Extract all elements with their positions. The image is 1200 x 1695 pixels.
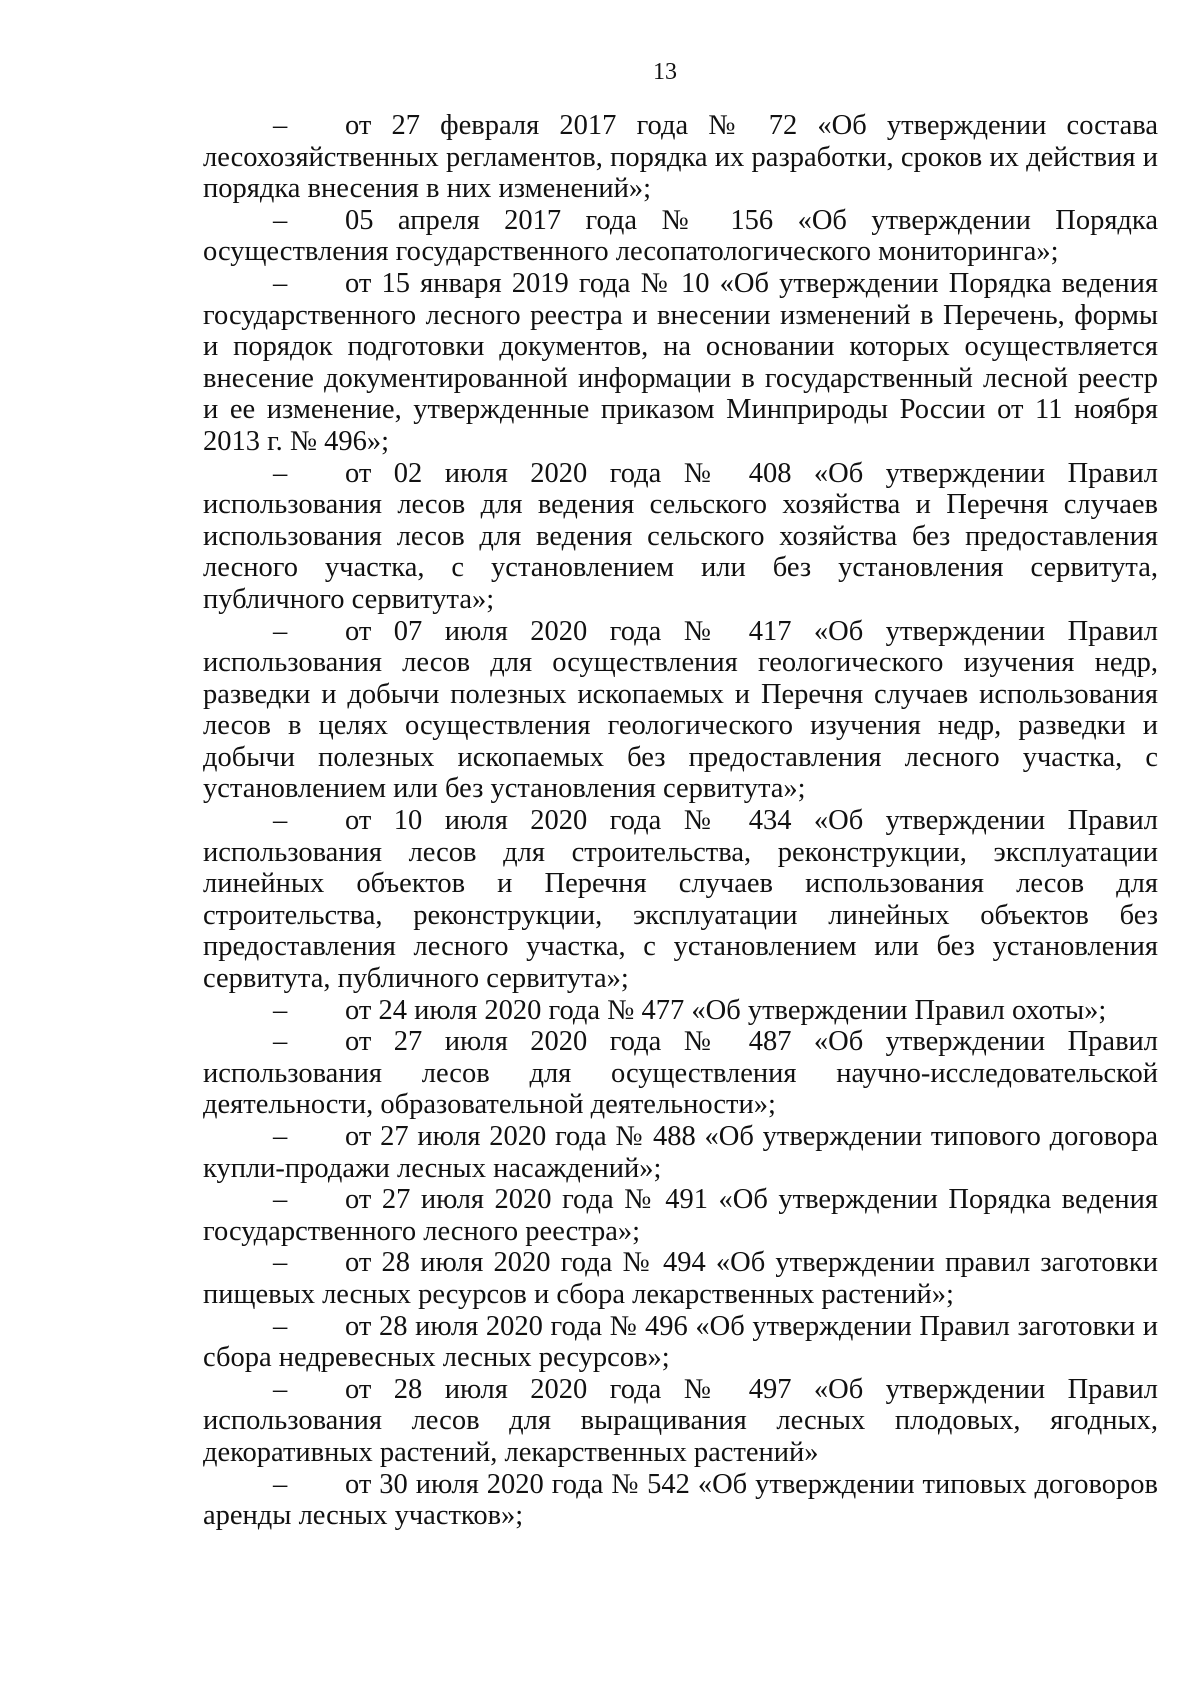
list-item-text: от 10 июля 2020 года № 434 «Об утверждении Правил использования лесов для строительства, реконструкции, эксплуатации линейных объектов и Перечня случаев использования лесов для строительства, реконструкции, эксплуатации линейных объектов без предоставления лесного участка, с установлением или без установления сервитута, публичного сервитута»;	[203, 805, 1158, 995]
list-item-text: от 30 июля 2020 года № 542 «Об утверждении типовых договоров аренды лесных участков»;	[203, 1468, 1158, 1532]
list-item	[203, 205, 1158, 268]
list-marker: –	[273, 1121, 288, 1152]
list-item	[203, 458, 1158, 616]
list-marker: –	[273, 204, 288, 236]
list-item	[203, 995, 1158, 1027]
list-item-text: от 27 июля 2020 года № 488 «Об утверждении типового договора купли-продажи лесных насаждений»;	[203, 1121, 1158, 1184]
regulation-list	[203, 110, 1158, 1532]
list-marker: –	[273, 110, 288, 141]
list-item	[203, 1469, 1158, 1532]
list-marker: –	[273, 1026, 288, 1058]
list-marker: –	[273, 615, 288, 647]
list-item-text: 05 апреля 2017 года № 156 «Об утверждении Порядка осуществления государственного лесопатологического мониторинга»;	[203, 204, 1158, 268]
list-marker: –	[273, 1468, 288, 1500]
list-item-text: от 07 июля 2020 года № 417 «Об утверждении Правил использования лесов для осуществления геологического изучения недр, разведки и добычи полезных ископаемых и Перечня случаев использования лесов в целях осуществления геологического изучения недр, разведки и добычи полезных ископаемых без предоставления лесного участка, с установлением или без установления сервитута»;	[203, 615, 1158, 805]
list-item-text: от 28 июля 2020 года № 497 «Об утверждении Правил использования лесов для выращивания лесных плодовых, ягодных, декоративных растений, лекарственных растений»	[203, 1373, 1158, 1468]
list-item-text: от 27 июля 2020 года № 491 «Об утверждении Порядка ведения государственного лесного реестра»;	[203, 1184, 1158, 1247]
page-number: 13	[653, 59, 677, 85]
list-item	[203, 1247, 1158, 1310]
list-marker: –	[273, 267, 288, 299]
list-item	[203, 268, 1158, 458]
list-item	[203, 616, 1158, 806]
list-item-text: от 02 июля 2020 года № 408 «Об утверждении Правил использования лесов для ведения сельского хозяйства и Перечня случаев использования лесов для ведения сельского хозяйства без предоставления лесного участка, с установлением или без установления сервитута, публичного сервитута»;	[203, 457, 1158, 615]
list-item-text: от 15 января 2019 года № 10 «Об утверждении Порядка ведения государственного лесного реестра и внесении изменений в Перечень, формы и порядок подготовки документов, на основании которых осуществляется внесение документированной информации в государственный лесной реестр и ее изменение, утвержденные приказом Минприроды России от 11 ноября 2013 г. № 496»;	[203, 267, 1158, 457]
list-marker: –	[273, 994, 288, 1026]
list-item-text: от 27 июля 2020 года № 487 «Об утверждении Правил использования лесов для осуществления научно-исследовательской деятельности, образовательной деятельности»;	[203, 1026, 1158, 1121]
list-marker: –	[273, 805, 288, 837]
list-item	[203, 805, 1158, 995]
list-marker: –	[273, 1310, 288, 1342]
list-item	[203, 1121, 1158, 1184]
list-item	[203, 110, 1158, 205]
list-marker: –	[273, 1247, 288, 1279]
list-marker: –	[273, 1373, 288, 1405]
list-item-text: от 24 июля 2020 года № 477 «Об утверждении Правил охоты»;	[345, 994, 1107, 1026]
list-marker: –	[273, 457, 288, 489]
list-item-text: от 28 июля 2020 года № 496 «Об утверждении Правил заготовки и сбора недревесных лесных ресурсов»;	[203, 1310, 1158, 1374]
list-marker: –	[273, 1184, 288, 1216]
list-item-text: от 27 февраля 2017 года № 72 «Об утверждении состава лесохозяйственных регламентов, порядка их разработки, сроков их действия и порядка внесения в них изменений»;	[203, 110, 1158, 205]
list-item	[203, 1026, 1158, 1121]
list-item-text: от 28 июля 2020 года № 494 «Об утверждении правил заготовки пищевых лесных ресурсов и сбора лекарственных растений»;	[203, 1247, 1158, 1310]
list-item	[203, 1184, 1158, 1247]
list-item	[203, 1311, 1158, 1374]
list-item	[203, 1374, 1158, 1469]
